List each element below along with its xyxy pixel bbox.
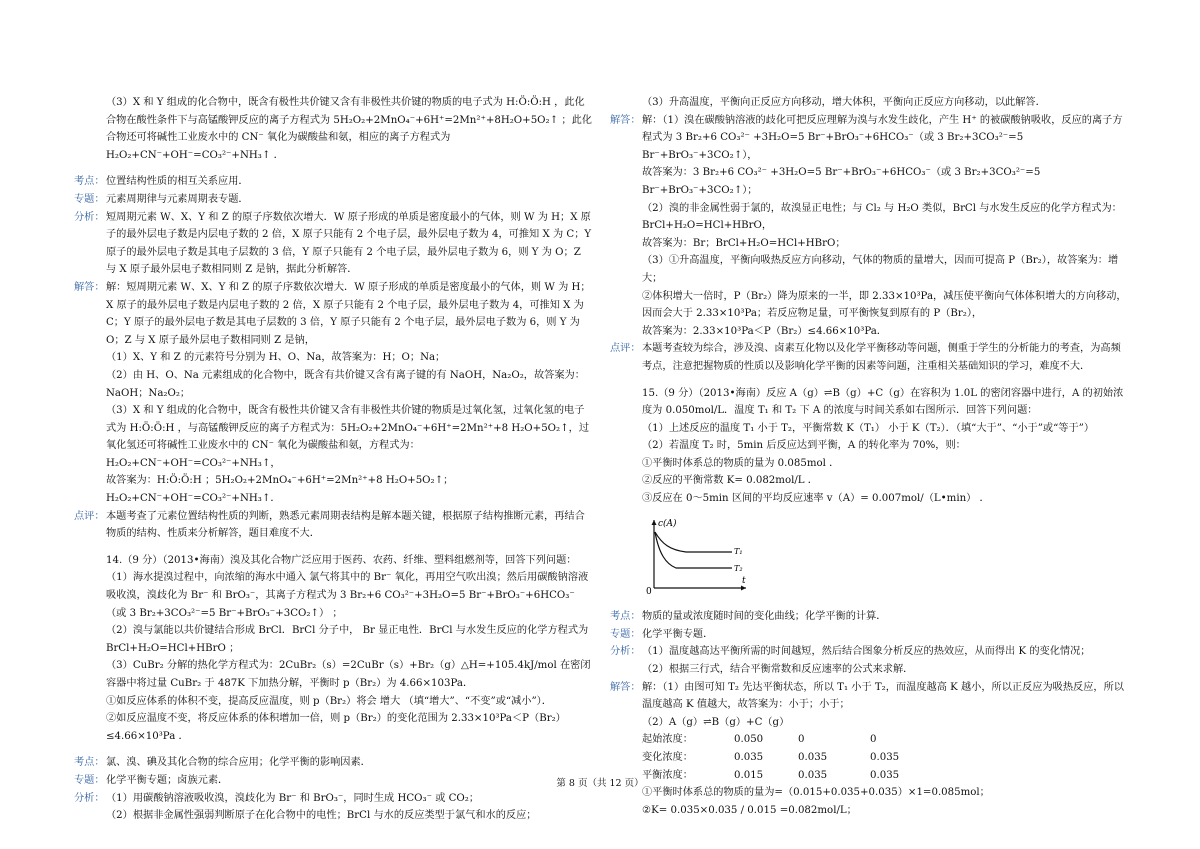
block-tag: [74, 94, 106, 164]
spacer: [610, 376, 1128, 385]
block-tag: 解答：: [610, 681, 641, 693]
text-block: [74, 552, 592, 570]
graph-ylabel: c(A): [658, 518, 677, 529]
block-tag: [74, 472, 106, 507]
text-block: [74, 657, 592, 692]
block-text: ①平衡时体系总的物质的量为 0.085mol ．: [642, 457, 840, 469]
table-cell: 变化浓度：: [642, 752, 693, 763]
block-tag: [610, 200, 642, 235]
text-block: [610, 420, 1128, 438]
block-text: 解：短周期元素 W、X、Y 和 Z 的原子序数依次增大．W 原子形成的单质是密度最小的气体，则 W 为 H；X 原子的最外层电子数是内层电子数的 2 倍，X 原子只能有 2 个电子层，最外层电子数为 4，可推知 X 为 C；Y 原子的最外层电子数是其电子层数的 3 倍，Y 原子只能有 2 个电子层，最外层电子数为 6，则 Y 为 O；Z 与 X 原子最外层电子数相同则 Z 是钠，: [106, 281, 591, 346]
block-tag: 考点：: [610, 611, 641, 623]
block-text: 本题考查较为综合，涉及溴、卤素互化物以及化学平衡移动等问题，侧重于学生的分析能力的考查，为高频考点，注意把握物质的性质以及影响化学平衡的因素等问题，注重相关基础知识的学习，难度不大．: [642, 343, 1121, 372]
text-block: [74, 209, 592, 279]
text-block: [74, 790, 592, 808]
block-tag: 专题：: [610, 628, 641, 640]
block-tag: 专题：: [74, 193, 105, 205]
block-tag: [610, 235, 642, 253]
table-cell: 0.035: [734, 752, 764, 763]
block-tag: [610, 164, 642, 199]
block-text: （2）溴与氯能以共价键结合形成 BrCl．BrCl 分子中， Br 显正电性．BrCl 与水发生反应的化学方程式为 BrCl+H₂O=HCl+HBrO ；: [106, 625, 589, 654]
block-tag: [610, 455, 642, 473]
block-text: （2）A（g）⇌B（g）+C（g）: [642, 716, 790, 728]
text-block: [610, 608, 1128, 626]
curve-t1: [655, 532, 732, 552]
block-tag: [74, 552, 106, 570]
text-block: [610, 385, 1128, 420]
block-text: （1）X、Y 和 Z 的元素符号分别为 H、O、Na，故答案为：H；O；Na；: [106, 352, 446, 364]
table-cell: 0.035: [870, 752, 900, 763]
text-block: [610, 200, 1128, 235]
text-block: [610, 472, 1128, 490]
text-block: [74, 367, 592, 402]
block-tag: 考点：: [74, 176, 105, 188]
text-block: [610, 661, 1128, 679]
right-end-section: [610, 784, 1128, 819]
graph-origin: 0: [646, 586, 652, 596]
text-block: [610, 235, 1128, 253]
block-tag: [74, 693, 106, 711]
block-text: 本题考查了元素位置结构性质的判断，熟悉元素周期表结构是解本题关键，根据原子结构推断元素，再结合物质的结构、性质来分析解答，题目难度不大．: [106, 510, 585, 540]
result-line: ②K= 0.035×0.035 / 0.015 =0.082mol/L；: [642, 804, 857, 816]
text-block: [610, 455, 1128, 473]
block-tag: [610, 420, 642, 438]
block-text: （3）①升高温度，平衡向吸热反应方向移动，气体的物质的量增大，因而可提高 P（Br₂），故答案为：增大；: [642, 255, 1119, 284]
spacer: [74, 543, 592, 552]
block-text: 故答案为：H:Ö:Ö:H ；5H₂O₂+2MnO₄⁻+6H⁺=2Mn²⁺+8 H₂O+5O₂↑；H₂O₂+CN⁻+OH⁻=CO₃²⁻+NH₃↑．: [106, 475, 454, 505]
block-text: （1）用碳酸钠溶液吸收溴，溴歧化为 Br⁻ 和 BrO₃⁻，同时生成 HCO₃⁻ 或 CO₂；: [106, 792, 480, 804]
block-text: （2）根据三行式，结合平衡常数和反应速率的公式来求解．: [642, 664, 914, 676]
block-text: 14.（9 分）（2013•海南）溴及其化合物广泛应用于医药、农药、纤维、塑料组燃剂等，回答下列问题：: [106, 554, 577, 566]
text-block: [74, 807, 592, 825]
block-tag: 分析：: [74, 211, 105, 223]
block-tag: [610, 288, 642, 323]
block-tag: [74, 367, 106, 402]
text-block: [74, 754, 592, 772]
text-block: [610, 643, 1128, 661]
block-tag: [610, 252, 642, 287]
graph-label-t1: T₁: [734, 546, 743, 556]
block-text: ②反应的平衡常数 K= 0.082mol/L ．: [642, 475, 818, 487]
result-line: ①平衡时体系总的物质的量为=（0.015+0.035+0.035）×1=0.085mol；: [642, 787, 990, 799]
block-tag: [74, 657, 106, 692]
block-text: ②体积增大一倍时，P（Br₂）降为原来的一半，即 2.33×10³Pa，减压使平衡向气体体积增大的方向移动，因而会大于 2.33×10³Pa；若反应物足量，可平衡恢复到原有的 P（Br₂），: [642, 290, 1127, 320]
block-tag: [610, 323, 642, 341]
block-text: （3）X 和 Y 组成的化合物中，既含有极性共价键又含有非极性共价键的物质的电子式为 H:Ö:Ö:H ，此化合物在酸性条件下与高锰酸钾反应的离子方程式为 5H₂O₂+2MnO₄⁻+6H⁺=2Mn²⁺+8H₂O+5O₂↑ ；此化合物还可将碱性工业废水中的 CN⁻ 氧化为碳酸盐和氨，相应的离子方程式为 H₂O₂+CN⁻+OH⁻=CO₃²⁻+NH₃↑ ．: [106, 97, 592, 161]
block-tag: 分析：: [74, 792, 105, 804]
block-tag: [74, 569, 106, 622]
text-block: [74, 508, 592, 543]
block-text: 氯、溴、碘及其化合物的综合应用；化学平衡的影响因素．: [106, 757, 371, 769]
block-tag: [610, 385, 642, 420]
graph-xlabel: t: [742, 575, 746, 586]
text-block: [74, 622, 592, 657]
table-cell: 0.035: [798, 769, 828, 781]
block-text: 元素周期律与元素周期表专题．: [106, 193, 249, 205]
concentration-time-graph: [642, 514, 1128, 603]
block-tag: [610, 490, 642, 508]
table-cell: 0: [798, 734, 805, 746]
right-analysis-section: [610, 608, 1128, 731]
block-text: 故答案为：Br；BrCl+H₂O=HCl+HBrO；: [642, 237, 846, 249]
text-block: [610, 714, 1128, 732]
text-block: [610, 323, 1128, 341]
text-block: [74, 472, 592, 507]
spacer: [74, 164, 592, 173]
left-column: [74, 94, 592, 825]
block-tag: 解答：: [610, 114, 641, 126]
block-tag: [610, 94, 642, 112]
block-text: （1）海水提溴过程中，向浓缩的海水中通入 氯气将其中的 Br⁻ 氧化，再用空气吹出溴；然后用碳酸钠溶液吸收溴，溴歧化为 Br⁻ 和 BrO₃⁻，其离子方程式为 3 Br₂+6 CO₃²⁻+3H₂O=5 Br⁻+BrO₃⁻+6HCO₃⁻（或 3 Br₂+3CO₃²⁻=5 Br⁻+BrO₃⁻+3CO₂↑） ；: [106, 572, 589, 619]
block-text: 短周期元素 W、X、Y 和 Z 的原子序数依次增大．W 原子形成的单质是密度最小的气体，则 W 为 H；X 原子的最外层电子数是内层电子数的 2 倍，X 原子只能有 2 个电子层，最外层电子数为 4，可推知 X 为 C；Y 原子的最外层电子数是其电子层数的 3 倍，Y 原子只能有 2 个电子层，最外层电子数为 6，则 Y 为 O；Z 与 X 原子最外层电子数相同则 Z 是钠，据此分析解答．: [106, 211, 592, 276]
block-text: 化学平衡专题；卤族元素．: [106, 774, 229, 786]
table-cell: 0.050: [734, 734, 764, 746]
spacer: [74, 745, 592, 754]
text-block: [74, 279, 592, 349]
text-block: [74, 710, 592, 745]
text-block: [610, 340, 1128, 375]
block-text: 解：（1）由图可知 T₂ 先达平衡状态，所以 T₁ 小于 T₂，而温度越高 K 越小，所以正反应为吸热反应，所以温度越高 K 值越大，故答案为：小于；小于；: [642, 681, 1124, 711]
block-tag: 解答：: [74, 281, 105, 293]
text-block: [610, 679, 1128, 714]
block-text: （3）升高温度，平衡向正反应方向移动，增大体积，平衡向正反应方向移动，以此解答．: [642, 97, 1046, 108]
text-block: [74, 173, 592, 191]
block-text: （2）溴的非金属性弱于氯的，故溴显正电性；与 Cl₂ 与 H₂O 类似，BrCl 与水发生反应的化学方程式为：BrCl+H₂O=HCl+HBrO，: [642, 202, 1122, 232]
text-block: [610, 164, 1128, 199]
block-text: 化学平衡专题．: [642, 628, 714, 640]
block-text: 解：（1）溴在碳酸钠溶液的歧化可把反应理解为溴与水发生歧化，产生 H⁺ 的被碳酸钠吸收，反应的离子方程式为 3 Br₂+6 CO₃²⁻ +3H₂O=5 Br⁻+BrO₃⁻+6HCO₃⁻（或 3 Br₂+3CO₃²⁻=5 Br⁻+BrO₃⁻+3CO₂↑），: [642, 114, 1123, 161]
block-tag: 考点：: [74, 757, 105, 769]
right-column: [610, 94, 1128, 819]
table-cell: 平衡浓度：: [642, 769, 693, 781]
block-text: ①如反应体系的体积不变，提高反应温度，则 p（Br₂）将会 增大 （填“增大”、“不变”或“减小”）．: [106, 695, 552, 707]
x-axis-arrow: [741, 585, 746, 590]
block-tag: [74, 402, 106, 472]
block-tag: [610, 472, 642, 490]
right-top-section: [610, 94, 1128, 508]
block-tag: 点评：: [610, 343, 641, 355]
y-axis-arrow: [652, 520, 657, 525]
block-text: （2）若温度 T₂ 时，5min 后反应达到平衡，A 的转化率为 70%，则：: [642, 440, 966, 452]
block-tag: 专题：: [74, 774, 105, 786]
table-cell: 0: [870, 734, 877, 746]
block-text: 故答案为：2.33×10³Pa＜P（Br₂）≤4.66×10³Pa．: [642, 325, 887, 337]
block-tag: [74, 807, 106, 825]
block-text: 故答案为：3 Br₂+6 CO₃²⁻ +3H₂O=5 Br⁻+BrO₃⁻+6HCO₃⁻（或 3 Br₂+3CO₃²⁻=5 Br⁻+BrO₃⁻+3CO₂↑）；: [642, 167, 1041, 196]
block-tag: [74, 710, 106, 745]
block-tag: [610, 661, 642, 679]
block-tag: 点评：: [74, 510, 105, 522]
block-text: ③反应在 0～5min 区间的平均反应速率 v（A）= 0.007mol/（L•min） ．: [642, 493, 990, 505]
text-block: [610, 288, 1128, 323]
block-text: （2）由 H、O、Na 元素组成的化合物中，既含有共价键又含有离子键的有 NaOH，Na₂O₂，故答案为：NaOH；Na₂O₂；: [106, 369, 585, 399]
block-tag: [610, 714, 642, 732]
text-block: [74, 191, 592, 209]
block-text: （3）X 和 Y 组成的化合物中，既含有极性共价键又含有非极性共价键的物质是过氧化氢，过氧化氢的电子式为 H:Ö:Ö:H ，与高锰酸钾反应的离子方程式为：5H₂O₂+2MnO₄⁻+6H⁺=2Mn²⁺+8 H₂O+5O₂↑，过氧化氢还可将碱性工业废水中的 CN⁻ 氧化为碳酸盐和氨，方程式为：H₂O₂+CN⁻+OH⁻=CO₃²⁻+NH₃↑，: [106, 405, 590, 469]
block-tag: [74, 349, 106, 367]
block-text: 物质的量或浓度随时间的变化曲线；化学平衡的计算．: [642, 611, 887, 623]
block-tag: [74, 622, 106, 657]
block-text: （1）温度越高达平衡所需的时间越短，然后结合图象分析反应的热效应，从而得出 K 的变化情况；: [642, 646, 1091, 658]
table-cell: 0.015: [734, 769, 764, 781]
text-block: [610, 112, 1128, 165]
page-footer: 第 8 页（共 12 页）: [556, 778, 644, 789]
block-text: 位置结构性质的相互关系应用．: [106, 176, 249, 188]
block-text: ②如反应温度不变，将反应体系的体积增加一倍，则 p（Br₂）的变化范围为 2.33×10³Pa＜P（Br₂）≤4.66×10³Pa ．: [106, 713, 566, 742]
text-block: [610, 626, 1128, 644]
block-text: 15.（9 分）（2013•海南）反应 A（g）⇌B（g）+C（g）在容积为 1.0L 的密闭容器中进行，A 的初始浓度为 0.050mol/L．温度 T₁ 和 T₂ 下 A 的浓度与时间关系如右图所示．回答下列问题：: [642, 387, 1124, 417]
text-block: [74, 693, 592, 711]
graph-svg: [642, 514, 752, 596]
curve-t2: [655, 532, 732, 568]
block-text: （3）CuBr₂ 分解的热化学方程式为：2CuBr₂（s）=2CuBr（s）+Br₂（g）△H=+105.4kJ/mol 在密闭容器中将过量 CuBr₂ 于 487K 下加热分解，平衡时 p（Br₂）为 4.66×103Pa．: [106, 660, 591, 689]
text-block: [610, 490, 1128, 508]
text-block: [74, 569, 592, 622]
table-cell: 0.035: [870, 769, 900, 781]
text-block: [74, 402, 592, 472]
table-cell: 起始浓度：: [642, 734, 693, 746]
text-block: [74, 94, 592, 164]
block-text: （1）上述反应的温度 T₁ 小于 T₂，平衡常数 K（T₁） 小于 K（T₂）．（填“大于”、“小于”或“等于”）: [642, 422, 1095, 434]
text-block: [610, 437, 1128, 455]
text-block: [610, 94, 1128, 112]
text-block: [610, 252, 1128, 287]
block-tag: [610, 437, 642, 455]
graph-label-t2: T₂: [734, 563, 743, 573]
table-cell: 0.035: [798, 752, 828, 763]
block-text: （2）根据非金属性强弱判断原子在化合物中的电性；BrCl 与水的反应类型于氯气和水的反应；: [106, 810, 537, 822]
block-tag: 分析：: [610, 646, 641, 658]
text-block: [74, 349, 592, 367]
